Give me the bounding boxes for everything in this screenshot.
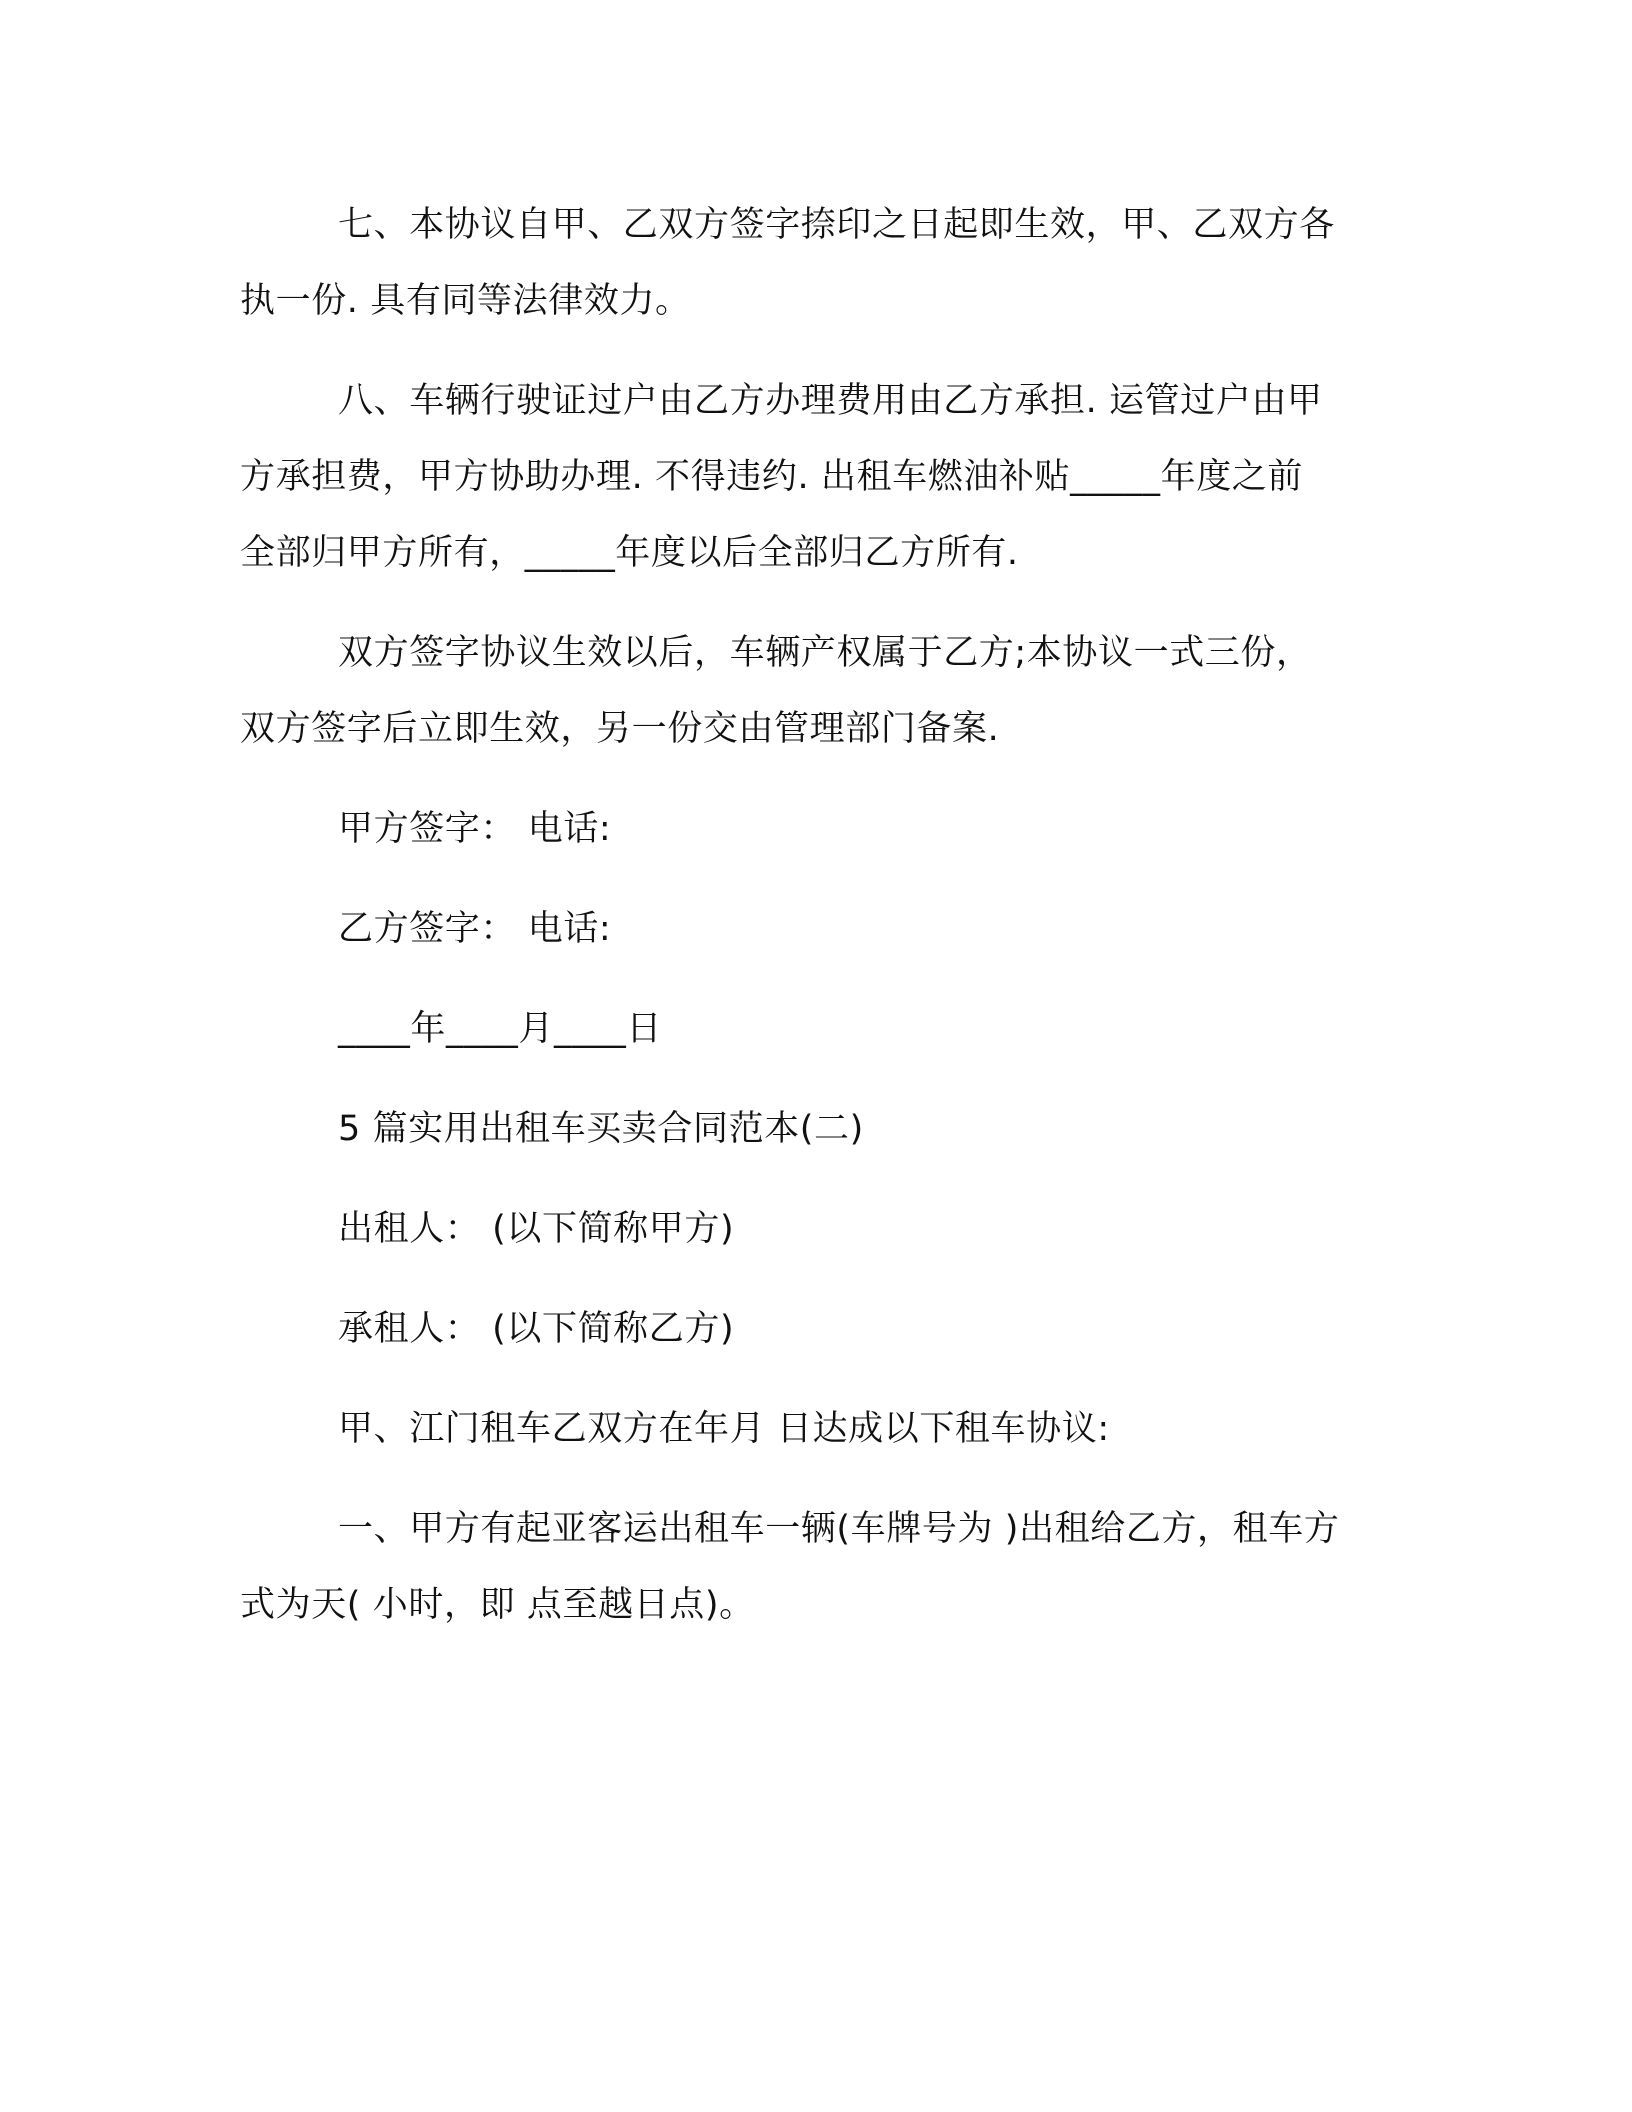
paragraph-clause-8 (240, 363, 1396, 591)
section-heading: 5 篇实用出租车买卖合同范本(二) (338, 1109, 864, 1149)
ownership-line-2: 双方签字后立即生效，另一份交由管理部门备案. (240, 709, 1000, 749)
party-b-signature-line: 乙方签字： 电话: (338, 909, 612, 949)
agreement-intro-line: 甲、江门租车乙双方在年月 日达成以下租车协议: (338, 1409, 1110, 1449)
clause-7-line-1: 七、本协议自甲、乙双方签字捺印之日起即生效，甲、乙双方各 (338, 205, 1335, 245)
clause-1-line-2: 式为天( 小时，即 点至越日点)。 (240, 1585, 755, 1625)
paragraph-clause-1 (240, 1491, 1396, 1643)
clause-8-line-3: 全部归甲方所有，_____年度以后全部归乙方所有. (240, 533, 1019, 573)
lessee-line: 承租人： (以下简称乙方) (338, 1309, 735, 1349)
document-body (240, 187, 1396, 1667)
clause-8-line-2: 方承担费，甲方协助办理. 不得违约. 出租车燃油补贴_____年度之前 (240, 457, 1304, 497)
clause-8-line-1: 八、车辆行驶证过户由乙方办理费用由乙方承担. 运管过户由甲 (338, 381, 1323, 421)
paragraph-ownership-clause (240, 615, 1396, 767)
clause-7-line-2: 执一份. 具有同等法律效力。 (240, 281, 691, 321)
date-line: ____年____月____日 (338, 1009, 663, 1049)
ownership-line-1: 双方签字协议生效以后，车辆产权属于乙方;本协议一式三份， (338, 633, 1312, 673)
clause-1-line-1: 一、甲方有起亚客运出租车一辆(车牌号为 )出租给乙方，租车方 (338, 1509, 1340, 1549)
lessor-line: 出租人： (以下简称甲方) (338, 1209, 735, 1249)
paragraph-clause-7 (240, 187, 1396, 339)
party-a-signature-line: 甲方签字： 电话: (338, 809, 612, 849)
